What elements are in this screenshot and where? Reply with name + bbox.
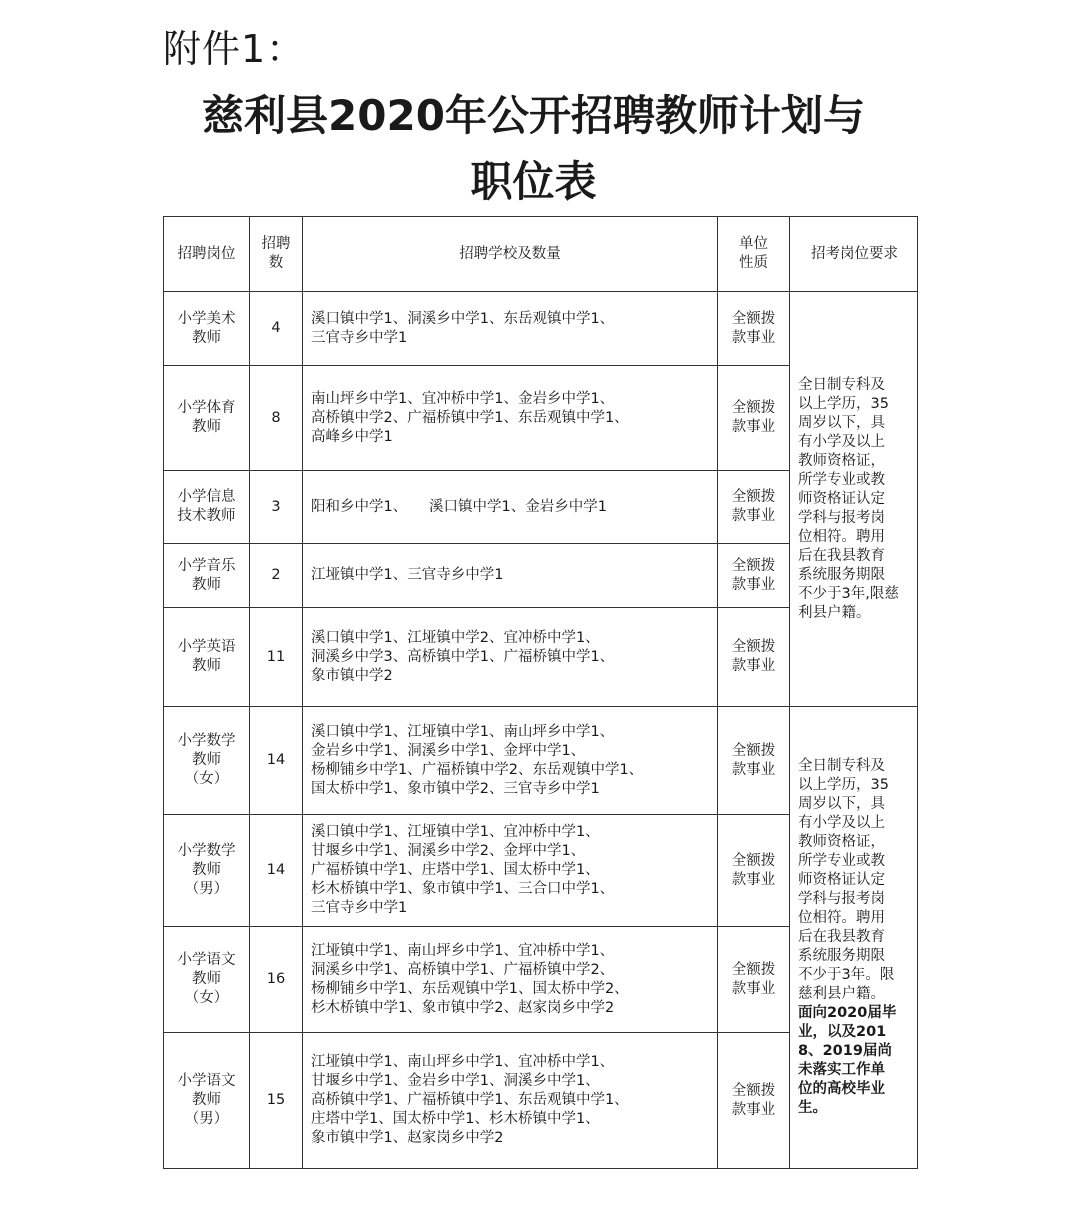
schools-cell: 阳和乡中学1、 溪口镇中学1、金岩乡中学1 [303, 471, 718, 544]
unit-type-cell: 全额拨 款事业 [718, 292, 790, 366]
position-cell: 小学英语 教师 [164, 608, 250, 707]
count-cell: 2 [250, 544, 303, 608]
count-cell: 14 [250, 815, 303, 927]
schools-cell: 溪口镇中学1、江垭镇中学1、宜冲桥中学1、 甘堰乡中学1、洞溪乡中学2、金坪中学1、 广福桥镇中学1、庄塔中学1、国太桥中学1、 杉木桥镇中学1、象市镇中学1、三合口中学1、 三官寺乡中学1 [303, 815, 718, 927]
position-cell: 小学音乐 教师 [164, 544, 250, 608]
schools-cell: 溪口镇中学1、江垭镇中学1、南山坪乡中学1、 金岩乡中学1、洞溪乡中学1、金坪中学1、 杨柳铺乡中学1、广福桥镇中学2、东岳观镇中学1、 国太桥中学1、象市镇中学2、三官寺乡中学1 [303, 707, 718, 815]
position-cell: 小学信息 技术教师 [164, 471, 250, 544]
table-header-row [164, 217, 918, 292]
header-position: 招聘岗位 [164, 217, 250, 292]
position-cell: 小学数学 教师 （男） [164, 815, 250, 927]
header-schools: 招聘学校及数量 [303, 217, 718, 292]
unit-type-cell: 全额拨 款事业 [718, 1033, 790, 1169]
header-unit-type: 单位 性质 [718, 217, 790, 292]
schools-cell: 南山坪乡中学1、宜冲桥中学1、金岩乡中学1、 高桥镇中学2、广福桥镇中学1、东岳观镇中学1、 高峰乡中学1 [303, 366, 718, 471]
position-cell: 小学美术 教师 [164, 292, 250, 366]
requirements-cell: 全日制专科及 以上学历，35 周岁以下，具 有小学及以上 教师资格证， 所学专业或教 师资格证认定 学科与报考岗 位相符。聘用 后在我县教育 系统服务期限 不少于3年,限慈 利县户籍。 [790, 292, 918, 707]
unit-type-cell: 全额拨 款事业 [718, 815, 790, 927]
position-cell: 小学语文 教师 （女） [164, 927, 250, 1033]
unit-type-cell: 全额拨 款事业 [718, 927, 790, 1033]
count-cell: 15 [250, 1033, 303, 1169]
recruitment-table [163, 216, 918, 1169]
unit-type-cell: 全额拨 款事业 [718, 471, 790, 544]
header-requirements: 招考岗位要求 [790, 217, 918, 292]
requirements-cell: 全日制专科及 以上学历，35 周岁以下，具 有小学及以上 教师资格证， 所学专业或教 师资格证认定 学科与报考岗 位相符。聘用 后在我县教育 系统服务期限 不少于3年。限 慈利县户籍。 面向2020届毕 业，以及201 8、2019届尚 未落实工作单 位的高校毕业 生。 [790, 707, 918, 1169]
unit-type-cell: 全额拨 款事业 [718, 608, 790, 707]
schools-cell: 溪口镇中学1、江垭镇中学2、宜冲桥中学1、 洞溪乡中学3、高桥镇中学1、广福桥镇中学1、 象市镇中学2 [303, 608, 718, 707]
count-cell: 16 [250, 927, 303, 1033]
position-cell: 小学数学 教师 （女） [164, 707, 250, 815]
document-title-line-2: 职位表 [470, 157, 597, 206]
position-cell: 小学体育 教师 [164, 366, 250, 471]
unit-type-cell: 全额拨 款事业 [718, 544, 790, 608]
position-cell: 小学语文 教师 （男） [164, 1033, 250, 1169]
count-cell: 14 [250, 707, 303, 815]
count-cell: 3 [250, 471, 303, 544]
unit-type-cell: 全额拨 款事业 [718, 366, 790, 471]
table-row [164, 707, 918, 815]
unit-type-cell: 全额拨 款事业 [718, 707, 790, 815]
document-title-line-1: 慈利县2020年公开招聘教师计划与 [202, 91, 865, 140]
table-row [164, 292, 918, 366]
schools-cell: 江垭镇中学1、南山坪乡中学1、宜冲桥中学1、 甘堰乡中学1、金岩乡中学1、洞溪乡中学1、 高桥镇中学1、广福桥镇中学1、东岳观镇中学1、 庄塔中学1、国太桥中学1、杉木桥镇中学1、 象市镇中学1、赵家岗乡中学2 [303, 1033, 718, 1169]
count-cell: 11 [250, 608, 303, 707]
schools-cell: 江垭镇中学1、南山坪乡中学1、宜冲桥中学1、 洞溪乡中学1、高桥镇中学1、广福桥镇中学2、 杨柳铺乡中学1、东岳观镇中学1、国太桥中学2、 杉木桥镇中学1、象市镇中学2、赵家岗乡中学2 [303, 927, 718, 1033]
schools-cell: 江垭镇中学1、三官寺乡中学1 [303, 544, 718, 608]
count-cell: 4 [250, 292, 303, 366]
count-cell: 8 [250, 366, 303, 471]
attachment-label: 附件1： [163, 27, 306, 71]
header-count: 招聘 数 [250, 217, 303, 292]
schools-cell: 溪口镇中学1、洞溪乡中学1、东岳观镇中学1、 三官寺乡中学1 [303, 292, 718, 366]
